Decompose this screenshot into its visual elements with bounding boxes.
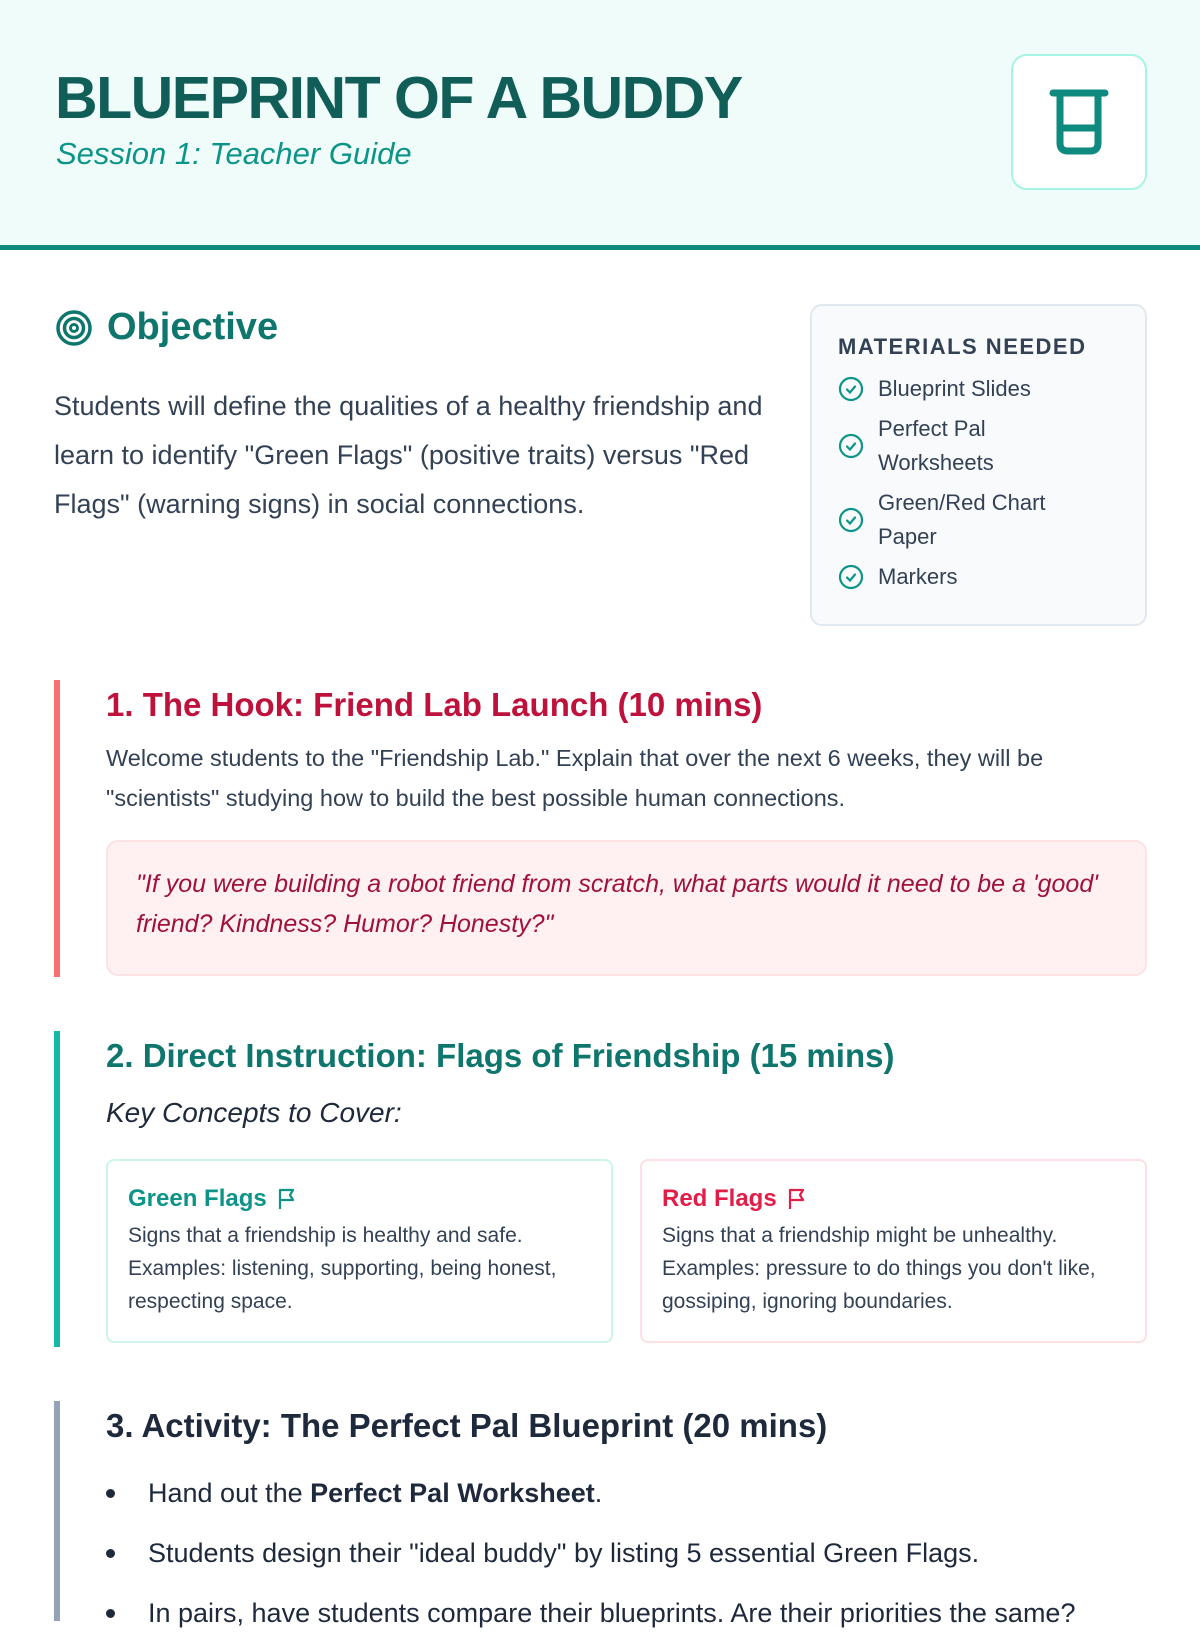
list-item: Students design their "ideal buddy" by listing 5 essential Green Flags.	[106, 1523, 1147, 1583]
check-circle-icon	[838, 564, 864, 590]
page-header	[0, 0, 1200, 250]
check-circle-icon	[838, 376, 864, 402]
page-subtitle: Session 1: Teacher Guide	[56, 136, 412, 171]
target-icon	[55, 309, 93, 347]
objective-heading	[55, 306, 278, 349]
activity-heading: 3. Activity: The Perfect Pal Blueprint (20 mins)	[106, 1407, 828, 1444]
check-circle-icon	[838, 507, 864, 533]
list-item: In pairs, have students compare their blueprints. Are their priorities the same?	[106, 1583, 1147, 1643]
objective-title: Objective	[107, 306, 279, 348]
hook-quote: "If you were building a robot friend from scratch, what parts would it need to be a 'good' friend? Kindness? Humor? Honesty?"	[106, 840, 1147, 976]
green-flags-text: Signs that a friendship is healthy and safe. Examples: listening, supporting, being honest, respecting space.	[128, 1224, 557, 1313]
key-concepts-label: Key Concepts to Cover:	[106, 1097, 402, 1128]
material-item: Green/Red Chart Paper	[838, 486, 1119, 554]
instruction-heading: 2. Direct Instruction: Flags of Friendship (15 mins)	[106, 1037, 895, 1074]
material-item: Blueprint Slides	[838, 372, 1119, 406]
hook-heading: 1. The Hook: Friend Lab Launch (10 mins)	[106, 686, 763, 723]
materials-heading: MATERIALS NEEDED	[838, 334, 1087, 359]
red-flags-card	[640, 1159, 1147, 1343]
hook-section	[54, 680, 1147, 977]
green-flags-title: Green Flags	[128, 1185, 267, 1212]
objective-text: Students will define the qualities of a healthy friendship and learn to identify "Green Flags" (positive traits) versus "Red Flags" (warning signs) in social connections.	[54, 391, 763, 519]
flag-icon	[275, 1187, 299, 1211]
beaker-icon	[1011, 54, 1147, 190]
material-item: Perfect Pal Worksheets	[838, 412, 1119, 480]
instruction-section	[54, 1031, 1147, 1347]
material-item: Markers	[838, 560, 1119, 594]
check-circle-icon	[838, 433, 864, 459]
red-flags-title: Red Flags	[662, 1185, 777, 1212]
green-flags-card	[106, 1159, 613, 1343]
flag-icon	[785, 1187, 809, 1211]
page-title: BLUEPRINT OF A BUDDY	[55, 65, 742, 131]
activity-section	[54, 1401, 1147, 1628]
hook-body: Welcome students to the "Friendship Lab." Explain that over the next 6 weeks, they will be "scientists" studying how to build the best possible human connections.	[106, 745, 1044, 811]
red-flags-text: Signs that a friendship might be unhealthy. Examples: pressure to do things you don't like, gossiping, ignoring boundaries.	[662, 1224, 1096, 1313]
list-item: Hand out the Perfect Pal Worksheet.	[106, 1463, 1147, 1523]
materials-box	[810, 304, 1147, 626]
